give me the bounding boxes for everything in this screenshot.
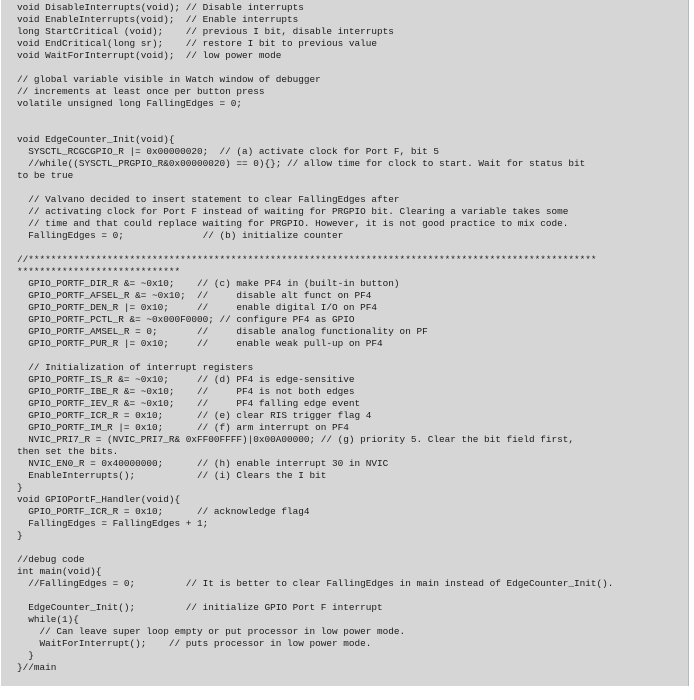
code-line: FallingEdges = FallingEdges + 1; <box>17 518 209 529</box>
code-line: //while((SYSCTL_PRGPIO_R&0x00000020) == 0){}; // allow time for clock to start. Wait for status bit <box>17 158 586 169</box>
code-line: void GPIOPortF_Handler(void){ <box>17 494 181 505</box>
code-line: to be true <box>17 170 74 181</box>
code-line: // time and that could replace waiting for PRGPIO. However, it is not good practice to mix code. <box>17 218 569 229</box>
code-line: }//main <box>17 662 57 673</box>
code-line: GPIO_PORTF_IM_R |= 0x10; // (f) arm interrupt on PF4 <box>17 422 349 433</box>
code-line: SYSCTL_RCGCGPIO_R |= 0x00000020; // (a) activate clock for Port F, bit 5 <box>17 146 439 157</box>
code-line: GPIO_PORTF_AFSEL_R &= ~0x10; // disable alt funct on PF4 <box>17 290 372 301</box>
code-line: // global variable visible in Watch window of debugger <box>17 74 321 85</box>
code-line <box>17 590 685 602</box>
code-line: GPIO_PORTF_PCTL_R &= ~0x000F0000; // configure PF4 as GPIO <box>17 314 355 325</box>
code-line: FallingEdges = 0; // (b) initialize counter <box>17 230 344 241</box>
code-line: //FallingEdges = 0; // It is better to clear FallingEdges in main instead of EdgeCounter_Init(). <box>17 578 614 589</box>
code-line: volatile unsigned long FallingEdges = 0; <box>17 98 243 109</box>
code-line: int main(void){ <box>17 566 102 577</box>
code-line: then set the bits. <box>17 446 119 457</box>
code-listing-panel <box>1 0 689 686</box>
code-line: } <box>17 650 34 661</box>
code-listing <box>17 2 685 674</box>
code-line: void EdgeCounter_Init(void){ <box>17 134 175 145</box>
code-line <box>17 62 685 74</box>
code-line: GPIO_PORTF_IEV_R &= ~0x10; // PF4 falling edge event <box>17 398 361 409</box>
code-line: // increments at least once per button press <box>17 86 265 97</box>
code-line: while(1){ <box>17 614 79 625</box>
code-line: } <box>17 530 23 541</box>
code-line: // activating clock for Port F instead of waiting for PRGPIO bit. Clearing a variable takes some <box>17 206 569 217</box>
code-line: // Initialization of interrupt registers <box>17 362 254 373</box>
code-line: ***************************** <box>17 266 181 277</box>
code-line: WaitForInterrupt(); // puts processor in low power mode. <box>17 638 372 649</box>
code-line <box>17 542 685 554</box>
code-line <box>17 242 685 254</box>
code-line: //debug code <box>17 554 85 565</box>
code-line: // Can leave super loop empty or put processor in low power mode. <box>17 626 406 637</box>
code-line: } <box>17 482 23 493</box>
code-line: void EnableInterrupts(void); // Enable interrupts <box>17 14 299 25</box>
code-line: GPIO_PORTF_PUR_R |= 0x10; // enable weak pull-up on PF4 <box>17 338 383 349</box>
code-line <box>17 110 685 122</box>
code-line <box>17 350 685 362</box>
code-line: GPIO_PORTF_ICR_R = 0x10; // (e) clear RIS trigger flag 4 <box>17 410 372 421</box>
code-line: void WaitForInterrupt(void); // low power mode <box>17 50 282 61</box>
code-line: NVIC_PRI7_R = (NVIC_PRI7_R& 0xFF00FFFF)|0x00A00000; // (g) priority 5. Clear the bit field first, <box>17 434 574 445</box>
code-line: GPIO_PORTF_IS_R &= ~0x10; // (d) PF4 is edge-sensitive <box>17 374 355 385</box>
code-line <box>17 182 685 194</box>
code-line: GPIO_PORTF_DEN_R |= 0x10; // enable digital I/O on PF4 <box>17 302 378 313</box>
code-line: // Valvano decided to insert statement to clear FallingEdges after <box>17 194 400 205</box>
code-line: GPIO_PORTF_IBE_R &= ~0x10; // PF4 is not both edges <box>17 386 355 397</box>
code-line: long StartCritical (void); // previous I bit, disable interrupts <box>17 26 394 37</box>
code-line: void EndCritical(long sr); // restore I bit to previous value <box>17 38 378 49</box>
code-line: EnableInterrupts(); // (i) Clears the I bit <box>17 470 327 481</box>
code-line: EdgeCounter_Init(); // initialize GPIO Port F interrupt <box>17 602 383 613</box>
code-line: GPIO_PORTF_ICR_R = 0x10; // acknowledge flag4 <box>17 506 310 517</box>
code-line: GPIO_PORTF_AMSEL_R = 0; // disable analog functionality on PF <box>17 326 428 337</box>
code-line: void DisableInterrupts(void); // Disable interrupts <box>17 2 304 13</box>
code-line: GPIO_PORTF_DIR_R &= ~0x10; // (c) make PF4 in (built-in button) <box>17 278 400 289</box>
code-line: //***************************************************************************************************** <box>17 254 597 265</box>
code-line <box>17 122 685 134</box>
code-line: NVIC_EN0_R = 0x40000000; // (h) enable interrupt 30 in NVIC <box>17 458 389 469</box>
